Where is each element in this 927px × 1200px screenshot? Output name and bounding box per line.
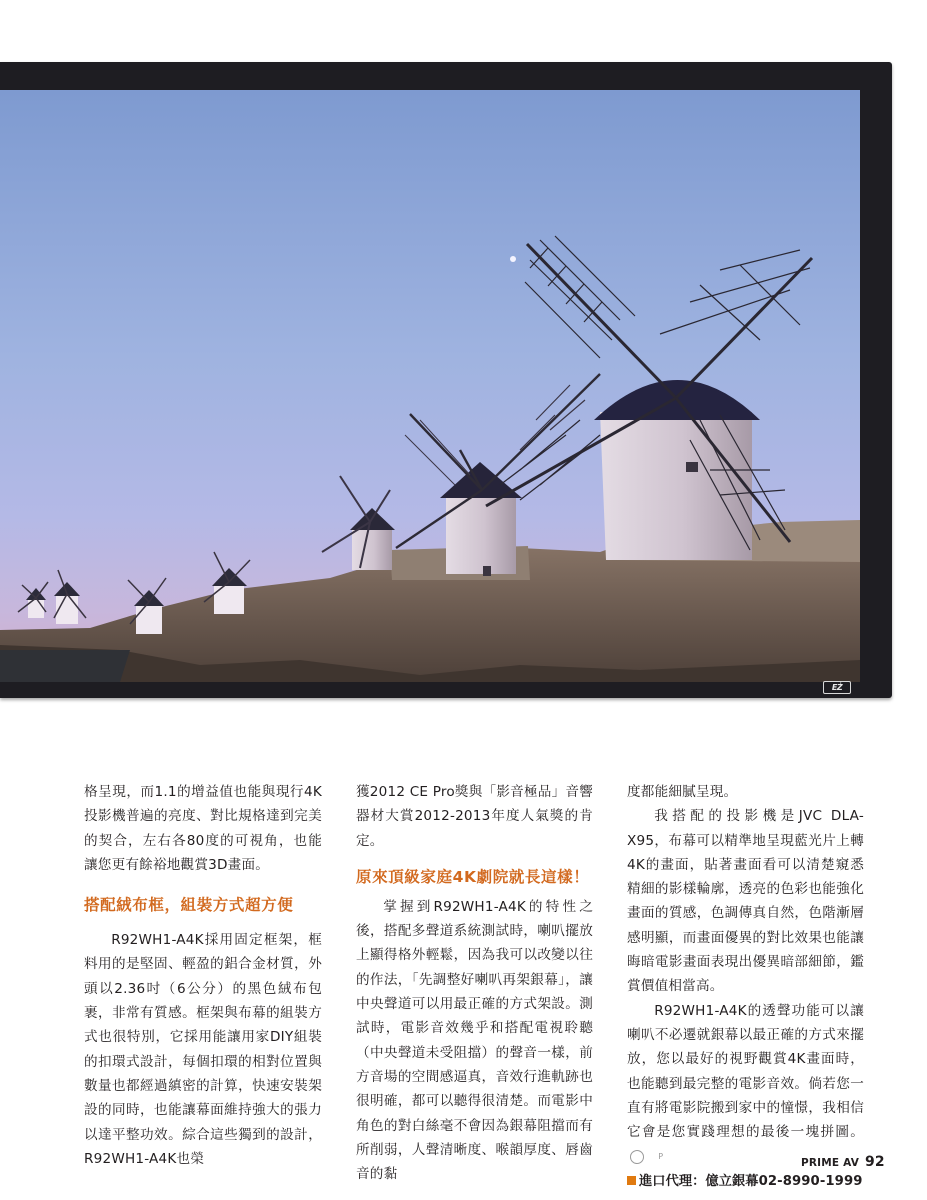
- heading-part: 原來頂級家庭: [356, 867, 453, 886]
- moon: [510, 256, 516, 262]
- paragraph-text: R92WH1-A4K的透聲功能可以讓喇叭不必遷就銀幕以最正確的方式來擺放，您以最好的視野觀賞4K畫面時，也能聽到最完整的電影音效。倘若您一直有將電影院搬到家中的憧憬，我相信它會是您實踐理想的最後一塊拼圖。: [627, 1002, 864, 1141]
- magazine-name: PRIME AV: [801, 1157, 860, 1169]
- projection-screen-frame: [0, 62, 892, 698]
- windmill-scene: [0, 90, 860, 682]
- section-heading: [356, 863, 593, 891]
- paragraph: 格呈現，而1.1的增益值也能與現行4K投影機普遍的亮度、對比規格達到完美的契合，左右各80度的可視角，也能讓您更有餘裕地觀賞3D畫面。: [84, 784, 322, 873]
- paragraph: [627, 999, 864, 1169]
- article-column-3: [627, 780, 864, 1193]
- paragraph: 獲2012 CE Pro獎與「影音極品」音響器材大賞2012-2013年度人氣獎的肯定。: [356, 784, 593, 849]
- windmill-photo: [0, 90, 860, 682]
- paragraph: 掌握到R92WH1-A4K的特性之後，搭配多聲道系統測試時，喇叭擺放上顯得格外輕鬆，因為我可以改變以往的作法，「先調整好喇叭再架銀幕」，讓中央聲道可以用最正確的方式架設。測試時，電影音效幾乎和搭配電視聆聽（中央聲道未受阻擋）的聲音一樣，前方音場的空間感逼真，音效行進軌跡也很明確，都可以聽得很清楚。而電影中角色的對白絲毫不會因為銀幕阻擋而有所削弱，人聲清晰度、喉韻厚度、唇齒音的黏: [356, 898, 593, 1183]
- square-bullet-icon: [627, 1176, 636, 1185]
- heading-part: 劇院就長這樣！: [476, 867, 590, 886]
- page-number: 92: [864, 1154, 885, 1170]
- brand-logo: EŻ: [823, 681, 851, 694]
- agent-value: 億立銀幕02-8990-1999: [705, 1173, 863, 1189]
- paragraph: 度都能細膩呈現。: [627, 784, 738, 800]
- article-column-2: [356, 780, 593, 1186]
- agent-label: 進口代理：: [639, 1173, 706, 1189]
- end-mark-icon: P: [630, 1150, 644, 1164]
- paragraph: 我搭配的投影機是JVC DLA-X95，布幕可以精準地呈現藍光片上轉4K的畫面，貼著畫面看可以清楚窺悉精細的影樣輪廓，透亮的色彩也能強化畫面的質感，色調傳真自然，色階漸層感明顯，而畫面優異的對比效果也能讓晦暗電影畫面表現出優異暗部細節，鑑賞價值相當高。: [627, 808, 864, 995]
- page-folio: [801, 1154, 885, 1170]
- import-agent-line: [627, 1171, 864, 1193]
- heading-part-bold: 4K: [452, 867, 477, 886]
- paragraph: R92WH1-A4K採用固定框架，框料用的是堅固、輕盈的鋁合金材質，外頭以2.36吋（6公分）的黑色絨布包裹，非常有質感。框架與布幕的組裝方式也很特別，它採用能讓用家DIY組裝的扣環式設計，每個扣環的相對位置與數量也都經過縝密的計算，快速安裝架設的同時，也能讓幕面維持強大的張力以達平整功效。綜合這些獨到的設計，R92WH1-A4K也榮: [84, 932, 322, 1167]
- section-heading: 搭配絨布框，組裝方式超方便: [84, 896, 294, 915]
- article-column-1: [84, 780, 322, 1171]
